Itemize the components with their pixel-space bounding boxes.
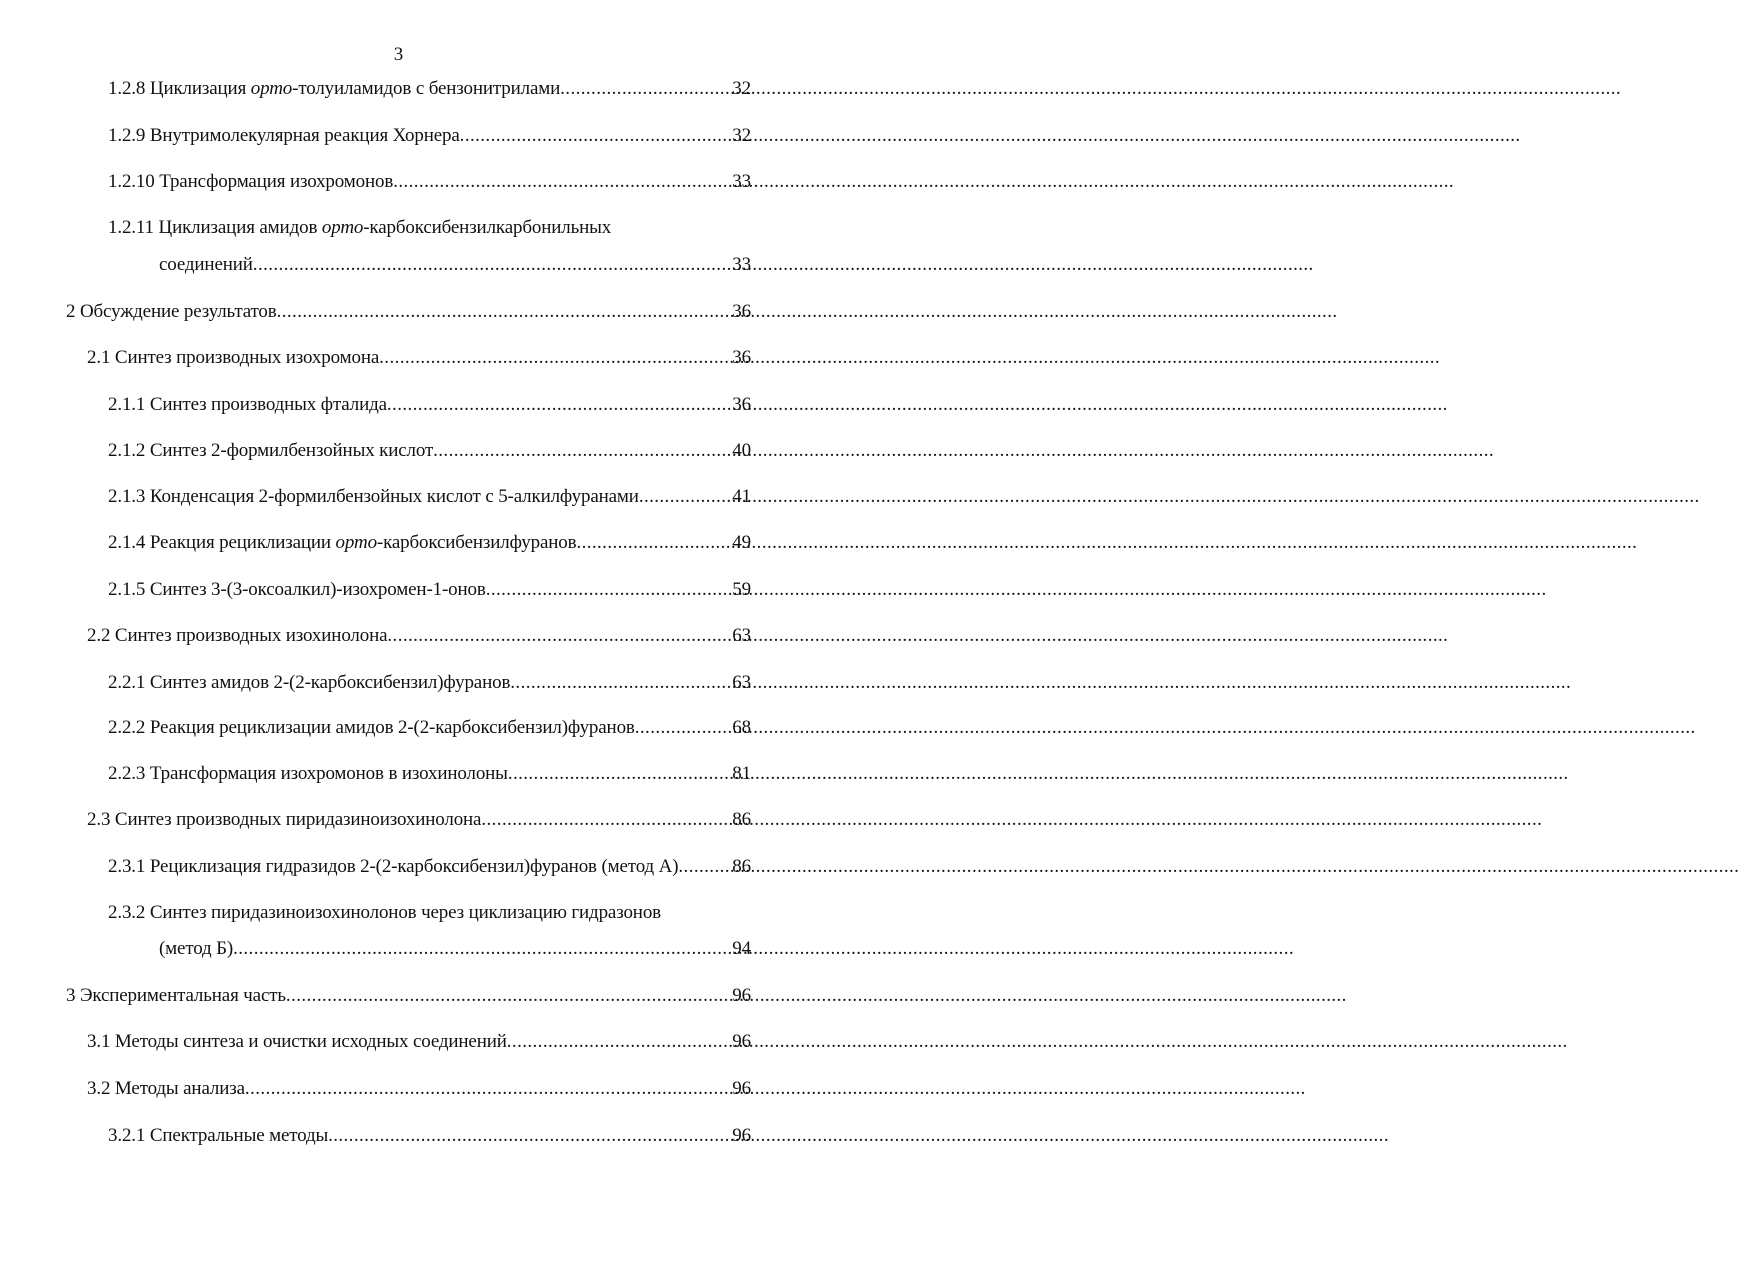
leader-dots [286,984,732,1008]
toc-page: 41 [732,486,751,507]
leader-dots [245,1077,732,1101]
toc-page: 96 [732,985,751,1006]
toc-page: 59 [732,579,751,600]
toc-entry[interactable] [87,1077,751,1101]
leader-dots [277,300,733,324]
toc-page: 81 [732,763,751,784]
toc-entry[interactable] [108,671,751,695]
toc-number: 1.2.10 [108,171,155,192]
toc-entry[interactable] [108,124,751,148]
toc-title: Рециклизация гидразидов 2-(2-карбоксибензил)фуранов (метод А) [149,856,679,877]
leader-dots [233,937,732,961]
leader-dots [379,346,732,370]
toc-page: 86 [732,809,751,830]
toc-page: 63 [732,625,751,646]
toc-page: 33 [732,254,751,275]
toc-title-continuation: соединений [159,254,253,275]
toc-entry[interactable]: 1.2.8 Циклизация орто-толуиламидов с бензонитрилами ..... 32 [108,77,751,101]
toc-entry[interactable] [108,716,751,740]
toc-page: 40 [732,440,751,461]
leader-dots [639,485,732,509]
leader-dots [387,624,732,648]
toc-number: 3.2 [87,1078,111,1099]
toc-number: 2.2.1 [108,672,146,693]
toc-title: Синтез производных изохромона [114,347,380,368]
leader-dots [253,253,733,277]
toc-page: 36 [732,301,751,322]
toc-number: 2.1.2 [108,440,146,461]
toc-page: 32 [732,78,751,99]
toc-entry[interactable] [87,808,751,832]
toc-title: Синтез 2-формилбензойных кислот [149,440,434,461]
leader-dots [433,439,732,463]
table-of-contents [0,0,797,1263]
leader-dots [678,855,732,879]
leader-dots [510,671,732,695]
toc-entry[interactable] [66,300,751,324]
leader-dots [508,762,732,786]
toc-entry-first-line[interactable]: 1.2.11 Циклизация амидов орто-карбоксибензилкарбонильных [108,217,612,238]
toc-title: Конденсация 2-формилбензойных кислот с 5-алкилфуранами [149,486,639,507]
toc-title: Синтез пиридазиноизохинолонов через циклизацию гидразонов [149,902,661,923]
toc-number: 3 [66,985,76,1006]
leader-dots [328,1124,732,1148]
toc-title: Синтез производных изохинолона [114,625,388,646]
toc-title: Реакция рециклизации амидов 2-(2-карбоксибензил)фуранов [149,717,635,738]
toc-entry[interactable] [108,762,751,786]
toc-number: 2.2 [87,625,111,646]
toc-entry-first-line[interactable] [108,901,751,925]
page-number: 3 [393,44,404,65]
toc-entry[interactable] [108,855,751,879]
toc-title: Синтез производных пиридазиноизохинолона [114,809,482,830]
leader-dots [460,124,733,148]
toc-entry[interactable] [108,485,751,509]
toc-page: 63 [732,672,751,693]
toc-number: 2.1 [87,347,111,368]
toc-entry[interactable]: 2.1.4 Реакция рециклизации орто-карбоксибензилфуранов ..... 49 [108,531,751,555]
toc-title: Трансформация изохромонов [159,171,394,192]
toc-entry[interactable] [87,1030,751,1054]
toc-number: 2.3 [87,809,111,830]
leader-dots [507,1030,733,1054]
toc-number: 1.2.9 [108,125,146,146]
toc-page: 94 [732,938,751,959]
toc-number: 2.1.1 [108,394,146,415]
leader-dots [560,77,732,101]
leader-dots [481,808,732,832]
toc-title: Трансформация изохромонов в изохинолоны [149,763,508,784]
toc-entry[interactable] [87,624,751,648]
leader-dots [486,578,733,602]
toc-entry[interactable] [108,1124,751,1148]
toc-number: 2.3.2 [108,902,146,923]
toc-number: 2.1.5 [108,579,146,600]
toc-entry[interactable] [108,393,751,417]
leader-dots [635,716,733,740]
toc-title: Обсуждение результатов [79,301,277,322]
toc-title: Методы анализа [114,1078,245,1099]
toc-number: 2.2.3 [108,763,146,784]
toc-entry[interactable] [159,937,751,961]
toc-page: 68 [732,717,751,738]
toc-page: 36 [732,394,751,415]
toc-number: 2.3.1 [108,856,146,877]
leader-dots [387,393,732,417]
toc-number: 2.2.2 [108,717,146,738]
toc-number: 1.2.8 [108,78,146,99]
toc-number: 2 [66,301,76,322]
toc-number: 3.2.1 [108,1125,146,1146]
toc-page: 32 [732,125,751,146]
toc-title-continuation: (метод Б) [159,938,234,959]
toc-page: 36 [732,347,751,368]
toc-title: Синтез амидов 2-(2-карбоксибензил)фуранов [149,672,511,693]
toc-number: 2.1.4 [108,532,146,553]
leader-dots [393,170,732,194]
toc-entry[interactable] [108,578,751,602]
leader-dots [576,531,732,555]
toc-number: 1.2.11 [108,217,154,238]
toc-number: 2.1.3 [108,486,146,507]
toc-page: 33 [732,171,751,192]
toc-entry[interactable] [159,253,751,277]
toc-page: 96 [732,1031,751,1052]
toc-title: Экспериментальная часть [79,985,286,1006]
toc-title: Методы синтеза и очистки исходных соединений [114,1031,507,1052]
toc-page: 96 [732,1125,751,1146]
toc-page: 49 [732,532,751,553]
toc-page: 86 [732,856,751,877]
toc-entry[interactable] [108,170,751,194]
toc-number: 3.1 [87,1031,111,1052]
toc-title: Синтез производных фталида [149,394,387,415]
toc-entry[interactable] [66,984,751,1008]
document-page [0,0,797,1263]
toc-title: Синтез 3-(3-оксоалкил)-изохромен-1-онов [149,579,486,600]
toc-page: 96 [732,1078,751,1099]
toc-title: Внутримолекулярная реакция Хорнера [149,125,460,146]
toc-entry[interactable] [108,439,751,463]
toc-entry[interactable] [87,346,751,370]
toc-title: Спектральные методы [149,1125,329,1146]
